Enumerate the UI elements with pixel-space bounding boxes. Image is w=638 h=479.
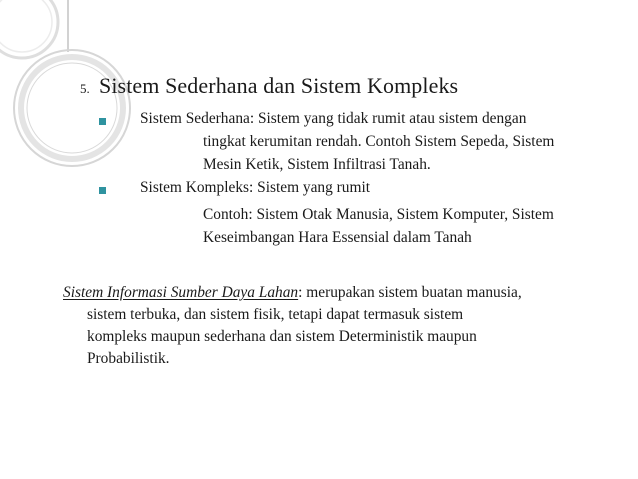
bullet-2-line-1: Sistem Kompleks: Sistem yang rumit (140, 179, 371, 196)
paragraph-line-3: kompleks maupun sederhana dan sistem Deterministik maupun (87, 328, 477, 345)
bullet-1-line-3: Mesin Ketik, Sistem Infiltrasi Tanah. (203, 156, 431, 173)
heading-number: 5. (80, 81, 90, 96)
paragraph-line-2: sistem terbuka, dan sistem fisik, tetapi dapat termasuk sistem (87, 306, 464, 323)
paragraph-line-4: Probabilistik. (87, 350, 170, 367)
bullet-1-line-2: tingkat kerumitan rendah. Contoh Sistem Sepeda, Sistem (203, 133, 555, 150)
bullet-1-line-1: Sistem Sederhana: Sistem yang tidak rumit atau sistem dengan (140, 110, 527, 127)
bullet-marker-1 (99, 118, 106, 125)
paragraph-line-1 (63, 284, 522, 302)
deco-circle-large (14, 50, 130, 166)
deco-circle-top-inner (0, 0, 52, 52)
bullet-2-line-3: Keseimbangan Hara Essensial dalam Tanah (203, 229, 472, 246)
paragraph-first-line-rest: : merupakan sistem buatan manusia, (298, 284, 522, 301)
bullet-2-line-2: Contoh: Sistem Otak Manusia, Sistem Komputer, Sistem (203, 206, 554, 223)
paragraph-term: Sistem Informasi Sumber Daya Lahan (63, 284, 299, 301)
heading-title: Sistem Sederhana dan Sistem Kompleks (99, 73, 459, 98)
bullet-marker-2 (99, 187, 106, 194)
